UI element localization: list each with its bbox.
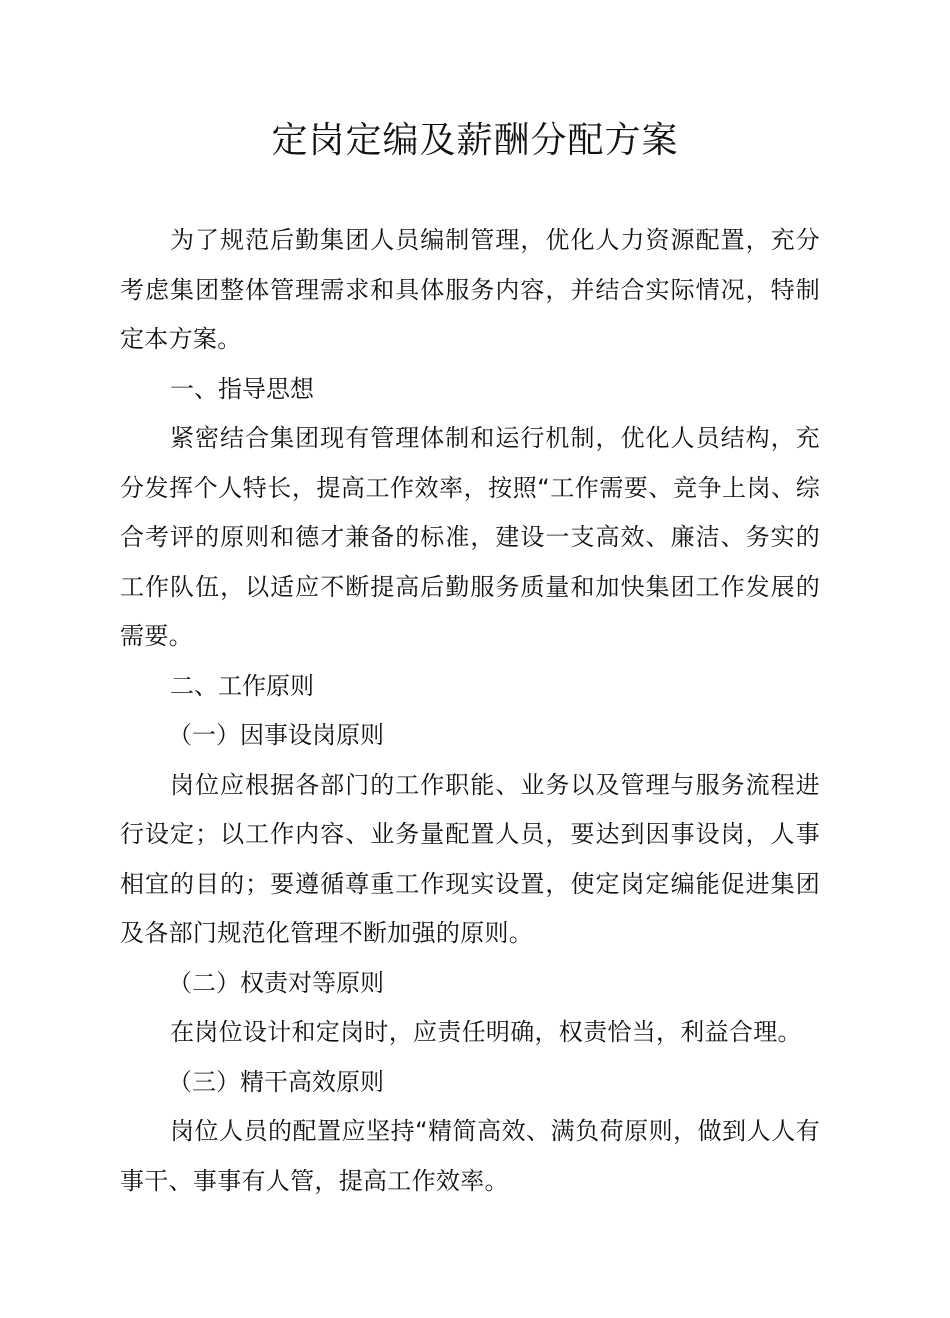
section-1-heading: 一、指导思想: [170, 374, 314, 403]
document-body: [120, 216, 820, 1206]
intro-paragraph: 为了规范后勤集团人员编制管理，优化人力资源配置，充分考虑集团整体管理需求和具体服务内容，并结合实际情况，特制定本方案。: [120, 226, 820, 353]
principle-3-paragraph: 岗位人员的配置应坚持“精简高效、满负荷原则，做到人人有事干、事事有人管，提高工作效率。: [120, 1117, 820, 1195]
principle-1-paragraph: 岗位应根据各部门的工作职能、业务以及管理与服务流程进行设定；以工作内容、业务量配置人员，要达到因事设岗，人事相宜的目的；要遵循尊重工作现实设置，使定岗定编能促进集团及各部门规范化管理不断加强的原则。: [120, 770, 820, 947]
principle-2-paragraph: 在岗位设计和定岗时，应责任明确，权责恰当，利益合理。: [170, 1018, 802, 1046]
document-title: 定岗定编及薪酬分配方案: [271, 120, 679, 161]
principle-1-heading: （一）因事设岗原则: [168, 721, 384, 749]
section-1-paragraph: 紧密结合集团现有管理体制和运行机制，优化人员结构，充分发挥个人特长，提高工作效率，按照“工作需要、竞争上岗、综合考评的原则和德才兼备的标准，建设一支高效、廉洁、务实的工作队伍，以适应不断提高后勤服务质量和加快集团工作发展的需要。: [120, 424, 820, 650]
principle-2-heading: （二）权责对等原则: [168, 968, 384, 997]
section-2-heading: 二、工作原则: [170, 671, 314, 700]
principle-3-heading: （三）精干高效原则: [168, 1067, 384, 1096]
